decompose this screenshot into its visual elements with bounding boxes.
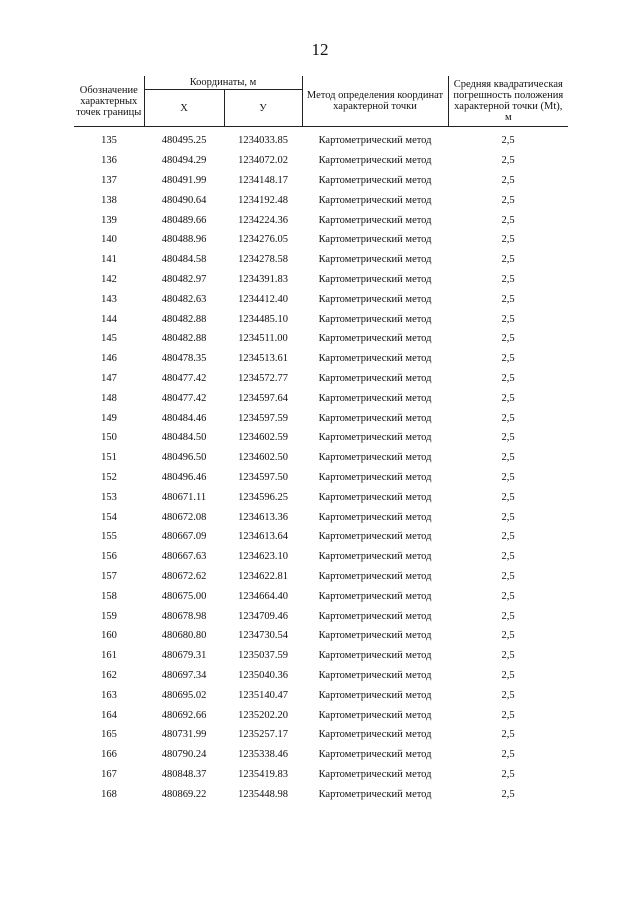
error-cell: 2,5 bbox=[501, 471, 515, 483]
table-row bbox=[74, 705, 568, 725]
point-number-cell: 144 bbox=[101, 313, 117, 325]
point-number-cell: 143 bbox=[101, 293, 117, 305]
error-cell: 2,5 bbox=[501, 174, 515, 186]
x-coordinate-cell: 480667.09 bbox=[161, 531, 207, 543]
x-coordinate-cell: 480477.42 bbox=[161, 392, 207, 404]
x-coordinate-cell: 480494.29 bbox=[161, 155, 207, 167]
error-cell: 2,5 bbox=[501, 749, 515, 761]
error-cell: 2,5 bbox=[501, 353, 515, 365]
table-row bbox=[74, 349, 568, 369]
point-number-cell: 166 bbox=[101, 749, 117, 761]
method-cell: Картометрический метод bbox=[318, 749, 432, 761]
table-row bbox=[74, 666, 568, 686]
x-coordinate-cell: 480679.31 bbox=[161, 650, 207, 662]
table-row bbox=[74, 388, 568, 408]
point-number-cell: 151 bbox=[101, 452, 117, 464]
point-number-cell: 141 bbox=[101, 254, 117, 266]
y-coordinate-cell: 1234613.36 bbox=[238, 511, 288, 523]
method-cell: Картометрический метод bbox=[318, 788, 432, 800]
point-number-cell: 156 bbox=[101, 551, 117, 563]
x-coordinate-cell: 480731.99 bbox=[161, 729, 207, 741]
point-number-cell: 158 bbox=[101, 590, 117, 602]
x-coordinate-cell: 480484.46 bbox=[161, 412, 207, 424]
x-coordinate-cell: 480495.25 bbox=[161, 135, 207, 147]
y-coordinate-cell: 1235040.36 bbox=[238, 669, 288, 681]
x-coordinate-cell: 480672.08 bbox=[161, 511, 207, 523]
point-number-cell: 142 bbox=[101, 273, 117, 285]
y-coordinate-cell: 1234278.58 bbox=[238, 254, 288, 266]
error-cell: 2,5 bbox=[501, 234, 515, 246]
table-row bbox=[74, 468, 568, 488]
table-row bbox=[74, 745, 568, 765]
y-coordinate-cell: 1235338.46 bbox=[238, 749, 288, 761]
table-row bbox=[74, 369, 568, 389]
error-cell: 2,5 bbox=[501, 551, 515, 563]
method-cell: Картометрический метод bbox=[318, 293, 432, 305]
method-cell: Картометрический метод bbox=[318, 135, 432, 147]
table-row bbox=[74, 507, 568, 527]
header-point: Обозначение характерных точек границы bbox=[74, 76, 144, 127]
point-number-cell: 138 bbox=[101, 194, 117, 206]
error-cell: 2,5 bbox=[501, 729, 515, 741]
error-cell: 2,5 bbox=[501, 412, 515, 424]
y-coordinate-cell: 1235257.17 bbox=[238, 729, 288, 741]
method-cell: Картометрический метод bbox=[318, 273, 432, 285]
point-number-cell: 167 bbox=[101, 768, 117, 780]
coordinates-table bbox=[74, 76, 568, 804]
y-coordinate-cell: 1234276.05 bbox=[238, 234, 288, 246]
table-row bbox=[74, 487, 568, 507]
method-cell: Картометрический метод bbox=[318, 412, 432, 424]
error-cell: 2,5 bbox=[501, 392, 515, 404]
y-coordinate-cell: 1234622.81 bbox=[238, 570, 288, 582]
point-number-cell: 164 bbox=[101, 709, 117, 721]
point-number-cell: 154 bbox=[101, 511, 117, 523]
table-row bbox=[74, 210, 568, 230]
y-coordinate-cell: 1234513.61 bbox=[238, 353, 288, 365]
table-row bbox=[74, 171, 568, 191]
method-cell: Картометрический метод bbox=[318, 669, 432, 681]
y-coordinate-cell: 1234730.54 bbox=[238, 630, 288, 642]
y-coordinate-cell: 1234148.17 bbox=[238, 174, 288, 186]
y-coordinate-cell: 1234572.77 bbox=[238, 372, 288, 384]
method-cell: Картометрический метод bbox=[318, 194, 432, 206]
table-row bbox=[74, 309, 568, 329]
table-row bbox=[74, 586, 568, 606]
x-coordinate-cell: 480477.42 bbox=[161, 372, 207, 384]
x-coordinate-cell: 480672.62 bbox=[161, 570, 207, 582]
method-cell: Картометрический метод bbox=[318, 511, 432, 523]
point-number-cell: 150 bbox=[101, 432, 117, 444]
y-coordinate-cell: 1234623.10 bbox=[238, 551, 288, 563]
error-cell: 2,5 bbox=[501, 788, 515, 800]
point-number-cell: 140 bbox=[101, 234, 117, 246]
point-number-cell: 136 bbox=[101, 155, 117, 167]
method-cell: Картометрический метод bbox=[318, 709, 432, 721]
method-cell: Картометрический метод bbox=[318, 313, 432, 325]
x-coordinate-cell: 480869.22 bbox=[161, 788, 207, 800]
table-body bbox=[74, 127, 568, 805]
method-cell: Картометрический метод bbox=[318, 630, 432, 642]
header-method: Метод определения координат характерной точки bbox=[302, 76, 448, 127]
error-cell: 2,5 bbox=[501, 768, 515, 780]
table-row bbox=[74, 270, 568, 290]
x-coordinate-cell: 480695.02 bbox=[161, 689, 207, 701]
method-cell: Картометрический метод bbox=[318, 768, 432, 780]
method-cell: Картометрический метод bbox=[318, 729, 432, 741]
point-number-cell: 160 bbox=[101, 630, 117, 642]
y-coordinate-cell: 1234485.10 bbox=[238, 313, 288, 325]
x-coordinate-cell: 480671.11 bbox=[161, 491, 207, 503]
table-row bbox=[74, 190, 568, 210]
y-coordinate-cell: 1234602.59 bbox=[238, 432, 288, 444]
x-coordinate-cell: 480478.35 bbox=[161, 353, 207, 365]
table-row bbox=[74, 567, 568, 587]
y-coordinate-cell: 1235202.20 bbox=[238, 709, 288, 721]
table-row bbox=[74, 547, 568, 567]
error-cell: 2,5 bbox=[501, 135, 515, 147]
error-cell: 2,5 bbox=[501, 689, 515, 701]
method-cell: Картометрический метод bbox=[318, 551, 432, 563]
table-row bbox=[74, 606, 568, 626]
point-number-cell: 146 bbox=[101, 353, 117, 365]
y-coordinate-cell: 1234033.85 bbox=[238, 135, 288, 147]
y-coordinate-cell: 1234391.83 bbox=[238, 273, 288, 285]
error-cell: 2,5 bbox=[501, 432, 515, 444]
y-coordinate-cell: 1235140.47 bbox=[238, 689, 288, 701]
error-cell: 2,5 bbox=[501, 155, 515, 167]
x-coordinate-cell: 480482.97 bbox=[161, 273, 207, 285]
x-coordinate-cell: 480484.50 bbox=[161, 432, 207, 444]
error-cell: 2,5 bbox=[501, 254, 515, 266]
x-coordinate-cell: 480496.46 bbox=[161, 471, 207, 483]
y-coordinate-cell: 1235037.59 bbox=[238, 650, 288, 662]
x-coordinate-cell: 480482.63 bbox=[161, 293, 207, 305]
point-number-cell: 139 bbox=[101, 214, 117, 226]
table-row bbox=[74, 230, 568, 250]
method-cell: Картометрический метод bbox=[318, 650, 432, 662]
point-number-cell: 145 bbox=[101, 333, 117, 345]
error-cell: 2,5 bbox=[501, 491, 515, 503]
error-cell: 2,5 bbox=[501, 452, 515, 464]
header-y: У bbox=[224, 90, 302, 127]
y-coordinate-cell: 1234072.02 bbox=[238, 155, 288, 167]
y-coordinate-cell: 1234602.50 bbox=[238, 452, 288, 464]
x-coordinate-cell: 480667.63 bbox=[161, 551, 207, 563]
x-coordinate-cell: 480489.66 bbox=[161, 214, 207, 226]
page-number: 12 bbox=[311, 40, 329, 59]
x-coordinate-cell: 480488.96 bbox=[161, 234, 207, 246]
y-coordinate-cell: 1235419.83 bbox=[238, 768, 288, 780]
table-row bbox=[74, 765, 568, 785]
header-error: Средняя квадратическая погрешность положения характерной точки (Mt), м bbox=[448, 76, 568, 127]
header-x: X bbox=[144, 90, 224, 127]
x-coordinate-cell: 480484.58 bbox=[161, 254, 207, 266]
method-cell: Картометрический метод bbox=[318, 590, 432, 602]
table-row bbox=[74, 646, 568, 666]
error-cell: 2,5 bbox=[501, 372, 515, 384]
x-coordinate-cell: 480482.88 bbox=[161, 313, 207, 325]
x-coordinate-cell: 480848.37 bbox=[161, 768, 207, 780]
error-cell: 2,5 bbox=[501, 570, 515, 582]
y-coordinate-cell: 1234597.50 bbox=[238, 471, 288, 483]
point-number-cell: 149 bbox=[101, 412, 117, 424]
method-cell: Картометрический метод bbox=[318, 491, 432, 503]
method-cell: Картометрический метод bbox=[318, 353, 432, 365]
error-cell: 2,5 bbox=[501, 630, 515, 642]
table-row bbox=[74, 448, 568, 468]
error-cell: 2,5 bbox=[501, 531, 515, 543]
point-number-cell: 147 bbox=[101, 372, 117, 384]
method-cell: Картометрический метод bbox=[318, 333, 432, 345]
method-cell: Картометрический метод bbox=[318, 610, 432, 622]
y-coordinate-cell: 1235448.98 bbox=[238, 788, 288, 800]
error-cell: 2,5 bbox=[501, 293, 515, 305]
y-coordinate-cell: 1234597.59 bbox=[238, 412, 288, 424]
x-coordinate-cell: 480491.99 bbox=[161, 174, 207, 186]
x-coordinate-cell: 480678.98 bbox=[161, 610, 207, 622]
method-cell: Картометрический метод bbox=[318, 471, 432, 483]
table-row bbox=[74, 329, 568, 349]
method-cell: Картометрический метод bbox=[318, 155, 432, 167]
method-cell: Картометрический метод bbox=[318, 531, 432, 543]
x-coordinate-cell: 480790.24 bbox=[161, 749, 207, 761]
table-row bbox=[74, 685, 568, 705]
method-cell: Картометрический метод bbox=[318, 234, 432, 246]
y-coordinate-cell: 1234709.46 bbox=[238, 610, 288, 622]
error-cell: 2,5 bbox=[501, 194, 515, 206]
table-row bbox=[74, 151, 568, 171]
table-row bbox=[74, 127, 568, 151]
table-row bbox=[74, 725, 568, 745]
y-coordinate-cell: 1234511.00 bbox=[238, 333, 288, 345]
error-cell: 2,5 bbox=[501, 313, 515, 325]
table-row bbox=[74, 428, 568, 448]
table-row bbox=[74, 250, 568, 270]
table-row bbox=[74, 289, 568, 309]
x-coordinate-cell: 480482.88 bbox=[161, 333, 207, 345]
x-coordinate-cell: 480692.66 bbox=[161, 709, 207, 721]
table-row bbox=[74, 784, 568, 804]
error-cell: 2,5 bbox=[501, 333, 515, 345]
method-cell: Картометрический метод bbox=[318, 174, 432, 186]
point-number-cell: 135 bbox=[101, 135, 117, 147]
error-cell: 2,5 bbox=[501, 709, 515, 721]
error-cell: 2,5 bbox=[501, 273, 515, 285]
point-number-cell: 148 bbox=[101, 392, 117, 404]
x-coordinate-cell: 480496.50 bbox=[161, 452, 207, 464]
table-row bbox=[74, 527, 568, 547]
error-cell: 2,5 bbox=[501, 590, 515, 602]
method-cell: Картометрический метод bbox=[318, 689, 432, 701]
error-cell: 2,5 bbox=[501, 511, 515, 523]
error-cell: 2,5 bbox=[501, 610, 515, 622]
y-coordinate-cell: 1234613.64 bbox=[238, 531, 288, 543]
error-cell: 2,5 bbox=[501, 669, 515, 681]
x-coordinate-cell: 480490.64 bbox=[161, 194, 207, 206]
y-coordinate-cell: 1234596.25 bbox=[238, 491, 288, 503]
x-coordinate-cell: 480680.80 bbox=[161, 630, 207, 642]
y-coordinate-cell: 1234664.40 bbox=[238, 590, 288, 602]
point-number-cell: 155 bbox=[101, 531, 117, 543]
method-cell: Картометрический метод bbox=[318, 372, 432, 384]
table-row bbox=[74, 626, 568, 646]
method-cell: Картометрический метод bbox=[318, 452, 432, 464]
table-row bbox=[74, 408, 568, 428]
point-number-cell: 159 bbox=[101, 610, 117, 622]
error-cell: 2,5 bbox=[501, 650, 515, 662]
method-cell: Картометрический метод bbox=[318, 570, 432, 582]
point-number-cell: 163 bbox=[101, 689, 117, 701]
table-header bbox=[74, 76, 568, 127]
point-number-cell: 165 bbox=[101, 729, 117, 741]
method-cell: Картометрический метод bbox=[318, 254, 432, 266]
y-coordinate-cell: 1234224.36 bbox=[238, 214, 288, 226]
x-coordinate-cell: 480697.34 bbox=[161, 669, 207, 681]
method-cell: Картометрический метод bbox=[318, 214, 432, 226]
point-number-cell: 161 bbox=[101, 650, 117, 662]
y-coordinate-cell: 1234597.64 bbox=[238, 392, 288, 404]
y-coordinate-cell: 1234412.40 bbox=[238, 293, 288, 305]
point-number-cell: 157 bbox=[101, 570, 117, 582]
method-cell: Картометрический метод bbox=[318, 392, 432, 404]
y-coordinate-cell: 1234192.48 bbox=[238, 194, 288, 206]
x-coordinate-cell: 480675.00 bbox=[161, 590, 207, 602]
error-cell: 2,5 bbox=[501, 214, 515, 226]
method-cell: Картометрический метод bbox=[318, 432, 432, 444]
point-number-cell: 137 bbox=[101, 174, 117, 186]
header-coordinates: Координаты, м bbox=[144, 76, 302, 90]
point-number-cell: 152 bbox=[101, 471, 117, 483]
point-number-cell: 168 bbox=[101, 788, 117, 800]
point-number-cell: 162 bbox=[101, 669, 117, 681]
point-number-cell: 153 bbox=[101, 491, 117, 503]
